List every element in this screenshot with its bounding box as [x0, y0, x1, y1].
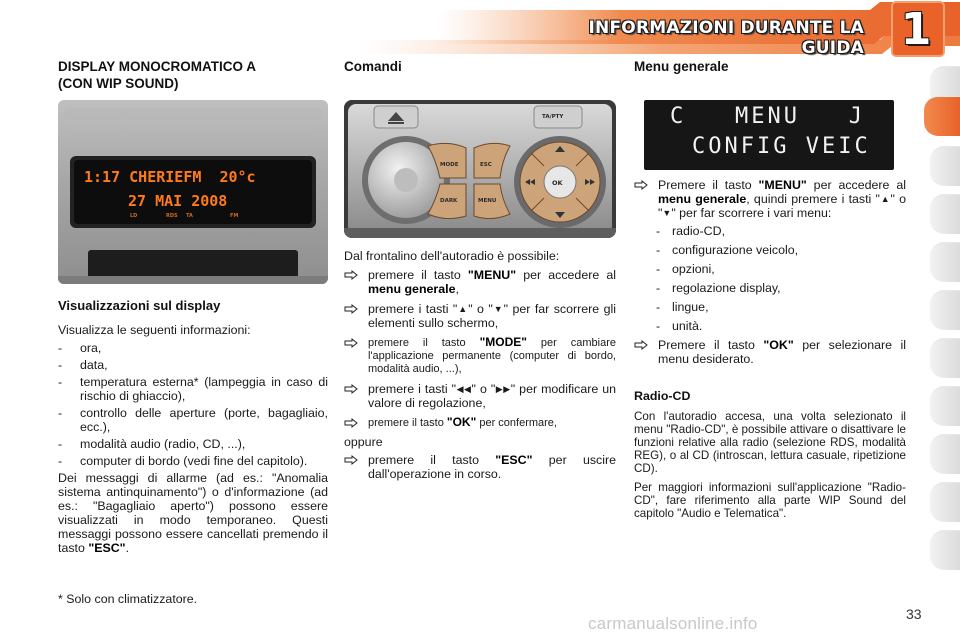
- menu-body: [634, 178, 906, 520]
- list-item: - lingue,: [656, 300, 709, 314]
- left-column: [58, 58, 328, 92]
- pointing-hand-icon: [344, 303, 358, 315]
- arrow-down-icon: ▼: [492, 304, 504, 314]
- esc-button[interactable]: ESC: [480, 162, 492, 168]
- list-item: - opzioni,: [656, 262, 715, 276]
- section-title-menu: Menu generale: [634, 59, 729, 74]
- side-tab[interactable]: [930, 290, 960, 330]
- display-intro: Visualizza le seguenti informazioni:: [58, 323, 251, 337]
- display-indicator: LD: [130, 213, 138, 219]
- list-item: - computer di bordo (vedi fine del capitolo).: [58, 454, 308, 468]
- list-item: - controllo delle aperture (porte, bagagliaio, ecc.),: [58, 406, 328, 434]
- radio-controls-photo: [344, 100, 616, 238]
- list-item: - data,: [58, 358, 108, 372]
- pointing-hand-icon: [344, 417, 358, 429]
- arrow-down-icon: ▼: [662, 208, 672, 218]
- watermark: carmanualsonline.info: [588, 614, 758, 633]
- chapter-title: INFORMAZIONI DURANTE LA GUIDA: [588, 18, 864, 58]
- oppure-text: oppure: [344, 435, 383, 449]
- menu-items-list: [634, 224, 906, 333]
- arrow-up-icon: ▲: [879, 194, 891, 204]
- section-title-display: DISPLAY MONOCROMATICO A (CON WIP SOUND): [58, 59, 257, 91]
- radio-cd-text-1: Con l'autoradio accesa, una volta selezionato il menu "Radio-CD", è possibile attivare o disattivare le funzioni relative alla radio (selezione RDS, modalità REG), o al CD (introscan, lettura casuale, ripetizione CD).: [634, 410, 906, 475]
- controls-list: [344, 268, 616, 430]
- radio-cd-title: Radio-CD: [634, 389, 691, 403]
- side-tab[interactable]: [930, 530, 960, 570]
- side-tab-active[interactable]: [924, 96, 960, 136]
- pointing-hand-icon: [344, 383, 358, 395]
- controls-body: [344, 249, 616, 487]
- arrow-up-icon: ▲: [457, 304, 469, 314]
- monochrome-display-photo: [58, 100, 328, 284]
- list-item: premere il tasto "MENU" per accedere al menu generale,: [344, 268, 616, 296]
- list-item: - modalità audio (radio, CD, ...),: [58, 437, 246, 451]
- side-tab[interactable]: [930, 482, 960, 522]
- right-column: [634, 58, 906, 75]
- radio-cd-text-2: Per maggiori informazioni sull'applicazione "Radio-CD", fare riferimento alla parte WIP Sound del capitolo "Audio e Telematica".: [634, 481, 906, 520]
- list-item: - unità.: [656, 319, 703, 333]
- middle-column: [344, 58, 616, 75]
- display-indicator: RDS: [166, 213, 178, 219]
- list-item: - radio-CD,: [656, 224, 726, 238]
- side-tab[interactable]: [930, 386, 960, 426]
- menu-list: [634, 178, 906, 220]
- side-tab[interactable]: [930, 434, 960, 474]
- controls-list-esc: [344, 453, 616, 481]
- pointing-hand-icon: [344, 337, 358, 349]
- display-line-date: 27 MAI 2008: [128, 192, 228, 210]
- list-item: Premere il tasto "OK" per selezionare il menu desiderato.: [634, 338, 906, 366]
- list-item: premere il tasto "MODE" per cambiare l'applicazione permanente (computer di bordo, modalità audio, ...),: [344, 336, 616, 376]
- menu-list-ok: [634, 338, 906, 366]
- menu-button[interactable]: MENU: [478, 198, 497, 204]
- list-item: - configurazione veicolo,: [656, 243, 799, 257]
- list-item: - temperatura esterna* (lampeggia in caso di rischio di ghiaccio),: [58, 375, 328, 403]
- list-item: premere i tasti "◀◀" o "▶▶" per modificare un valore di regolazione,: [344, 382, 616, 410]
- list-item: - regolazione display,: [656, 281, 781, 295]
- pointing-hand-icon: [634, 179, 648, 191]
- display-info-list: [58, 341, 328, 468]
- side-tab[interactable]: [930, 338, 960, 378]
- list-item: premere il tasto "OK" per confermare,: [344, 416, 616, 430]
- menu-screen-line2: CONFIG VEIC: [692, 134, 871, 159]
- side-tab-strip: [924, 66, 960, 576]
- menu-screen-line1: C MENU J: [670, 104, 865, 129]
- footnote: * Solo con climatizzatore.: [58, 592, 198, 606]
- display-line-time-station: 1:17 CHERIEFM 20°c: [84, 168, 256, 186]
- section-title-controls: Comandi: [344, 59, 402, 74]
- section-subtitle: Visualizzazioni sul display: [58, 298, 221, 313]
- menu-screen-photo: [644, 100, 894, 170]
- side-tab[interactable]: [930, 194, 960, 234]
- page-number: 33: [906, 606, 922, 622]
- pointing-hand-icon: [634, 339, 648, 351]
- arrow-left-icon: ◀◀: [456, 384, 472, 394]
- ok-button[interactable]: OK: [552, 179, 563, 187]
- dark-button[interactable]: DARK: [440, 198, 458, 204]
- list-item: premere il tasto "ESC" per uscire dall'operazione in corso.: [344, 453, 616, 481]
- chapter-number: 1: [900, 4, 932, 55]
- display-indicator: FM: [230, 213, 239, 219]
- alarm-messages-text: Dei messaggi di allarme (ad es.: "Anomalia sistema antinquinamento") o d'informazione (ad es.: "Bagagliaio aperto") possono essere visualizzati in modo temporaneo. Questi messaggi possono essere cancellati premendo il tasto "ESC".: [58, 471, 328, 555]
- controls-intro: Dal frontalino dell'autoradio è possibile:: [344, 249, 560, 263]
- side-tab[interactable]: [930, 242, 960, 282]
- list-item: Premere il tasto "MENU" per accedere al menu generale, quindi premere i tasti "▲" o "▼" per far scorrere i vari menu:: [634, 178, 906, 220]
- mode-button[interactable]: MODE: [440, 162, 459, 168]
- list-item: premere i tasti "▲" o "▼" per far scorrere gli elementi sullo schermo,: [344, 302, 616, 330]
- side-tab[interactable]: [930, 146, 960, 186]
- ta-pty-button[interactable]: TA/PTY: [542, 114, 564, 120]
- pointing-hand-icon: [344, 269, 358, 281]
- display-indicator: TA: [186, 213, 193, 219]
- pointing-hand-icon: [344, 454, 358, 466]
- arrow-right-icon: ▶▶: [495, 384, 511, 394]
- left-column-body: [58, 298, 328, 555]
- list-item: - ora,: [58, 341, 102, 355]
